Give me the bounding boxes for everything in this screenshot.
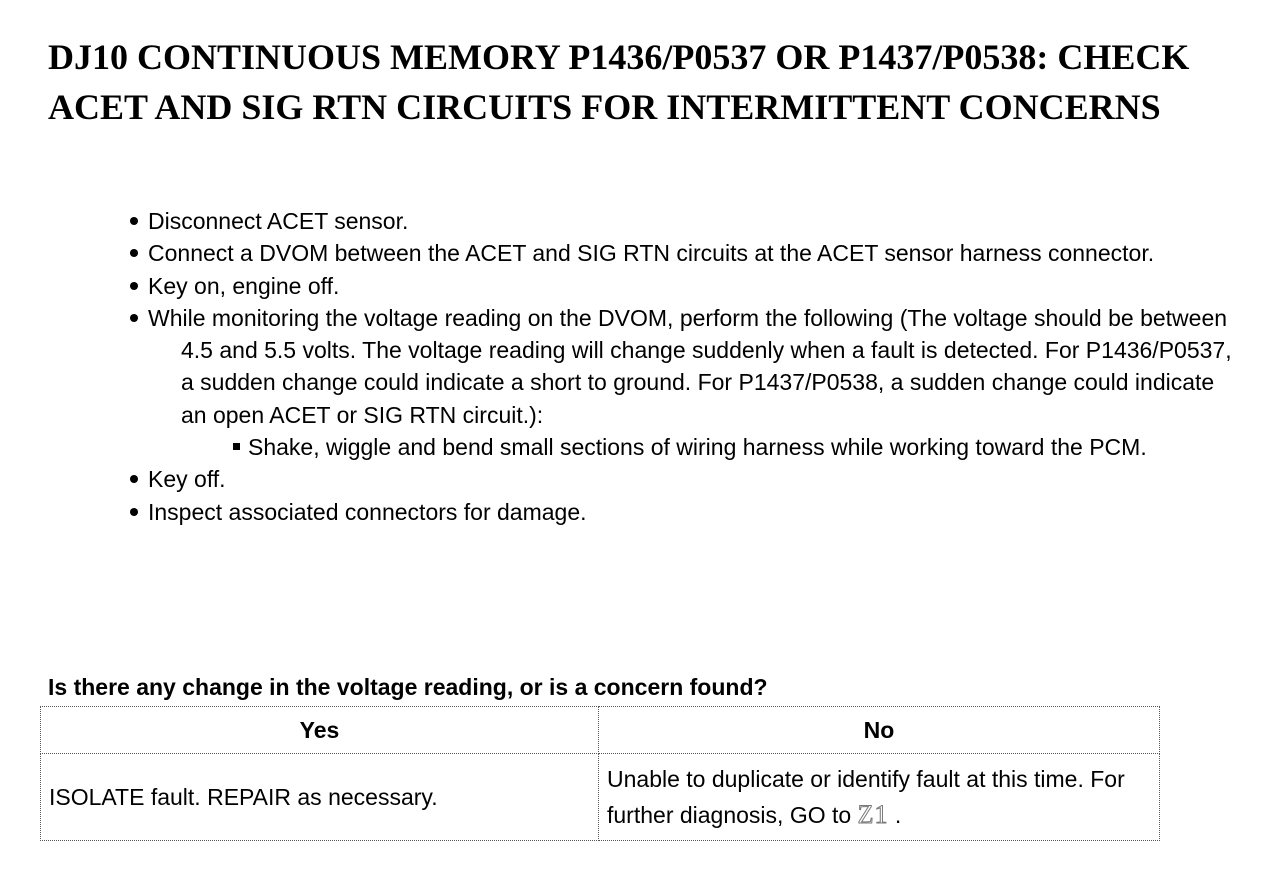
no-header: No (599, 707, 1160, 754)
square-bullet-icon (233, 443, 240, 450)
question-text: Is there any change in the voltage reading, or is a concern found? (48, 674, 768, 700)
bullet-icon (130, 508, 138, 516)
list-item (130, 463, 1240, 495)
sub-step-list (148, 431, 1240, 463)
step-text: Disconnect ACET sensor. (148, 208, 409, 234)
no-cell-text: Unable to duplicate or identify fault at this time. For further diagnosis, GO to (607, 765, 1125, 828)
list-item (130, 302, 1240, 463)
step-text: Key on, engine off. (148, 272, 340, 299)
bullet-icon (130, 475, 138, 483)
yes-header: Yes (41, 707, 599, 754)
step-list (130, 205, 1240, 528)
bullet-icon (130, 217, 138, 225)
step-text: While monitoring the voltage reading on the DVOM, perform the following (The voltage should be between 4.5 and 5.5 volts. The voltage reading will change suddenly when a fault is detected. For P1436/P0537, a sudden change could indicate a short to ground. For P1437/P0538, a sudden change could indicate an open ACET or SIG RTN circuit.): (148, 304, 1232, 428)
sub-step-text: Shake, wiggle and bend small sections of wiring harness while working toward the PCM. (248, 434, 1147, 461)
step-text: Key off. (148, 466, 226, 493)
yes-no-table (40, 706, 1160, 841)
list-item (130, 496, 1240, 528)
yes-cell: ISOLATE fault. REPAIR as necessary. (41, 754, 599, 841)
table-row (41, 754, 1160, 841)
bullet-icon (130, 282, 138, 290)
table-header-row (41, 707, 1160, 754)
list-item (130, 270, 1240, 302)
bullet-icon (130, 249, 138, 257)
goto-z1-link[interactable]: Z1 (857, 799, 889, 829)
list-item (130, 205, 1240, 237)
no-cell-suffix: . (888, 801, 902, 828)
step-text: Connect a DVOM between the ACET and SIG RTN circuits at the ACET sensor harness connector. (148, 240, 1155, 267)
bullet-icon (130, 314, 138, 322)
list-item (130, 237, 1240, 269)
sub-list-item (233, 431, 1240, 463)
no-cell (599, 754, 1160, 841)
page-title: DJ10 CONTINUOUS MEMORY P1436/P0537 OR P1437/P0538: CHECK ACET AND SIG RTN CIRCUITS FOR INTERMITTENT CONCERNS (48, 37, 1190, 127)
step-text: Inspect associated connectors for damage. (148, 498, 587, 525)
